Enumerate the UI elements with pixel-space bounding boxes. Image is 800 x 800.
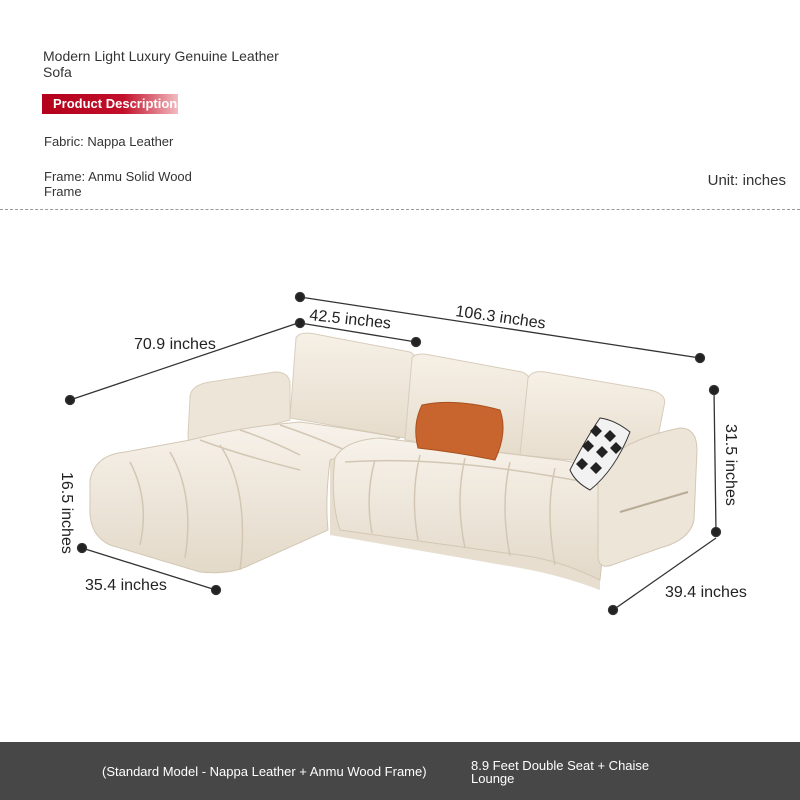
frame-spec: Frame: Anmu Solid Wood Frame bbox=[44, 169, 192, 199]
size-description: 8.9 Feet Double Seat + Chaise Lounge bbox=[471, 758, 650, 786]
footer-bar bbox=[0, 742, 800, 800]
sofa-illustration bbox=[90, 333, 697, 590]
dim-chaise-length: 70.9 inches bbox=[134, 336, 216, 353]
model-description: (Standard Model - Nappa Leather + Anmu Wood Frame) bbox=[102, 764, 427, 779]
dim-seat-height: 16.5 inches bbox=[58, 472, 75, 554]
back-cushion-left bbox=[290, 333, 416, 438]
fabric-spec: Fabric: Nappa Leather bbox=[44, 134, 174, 149]
unit-label: Unit: inches bbox=[707, 172, 786, 189]
product-title: Modern Light Luxury Genuine Leather Sofa bbox=[43, 48, 279, 80]
dim-total-length: 106.3 inches bbox=[454, 303, 547, 333]
product-description-badge: Product Description bbox=[42, 94, 178, 114]
dim-depth: 39.4 inches bbox=[665, 584, 747, 601]
sofa-diagram bbox=[0, 210, 800, 740]
dim-chaise-front: 35.4 inches bbox=[85, 577, 167, 594]
dim-chaise-width: 42.5 inches bbox=[308, 307, 392, 333]
dim-back-height: 31.5 inches bbox=[722, 424, 739, 506]
